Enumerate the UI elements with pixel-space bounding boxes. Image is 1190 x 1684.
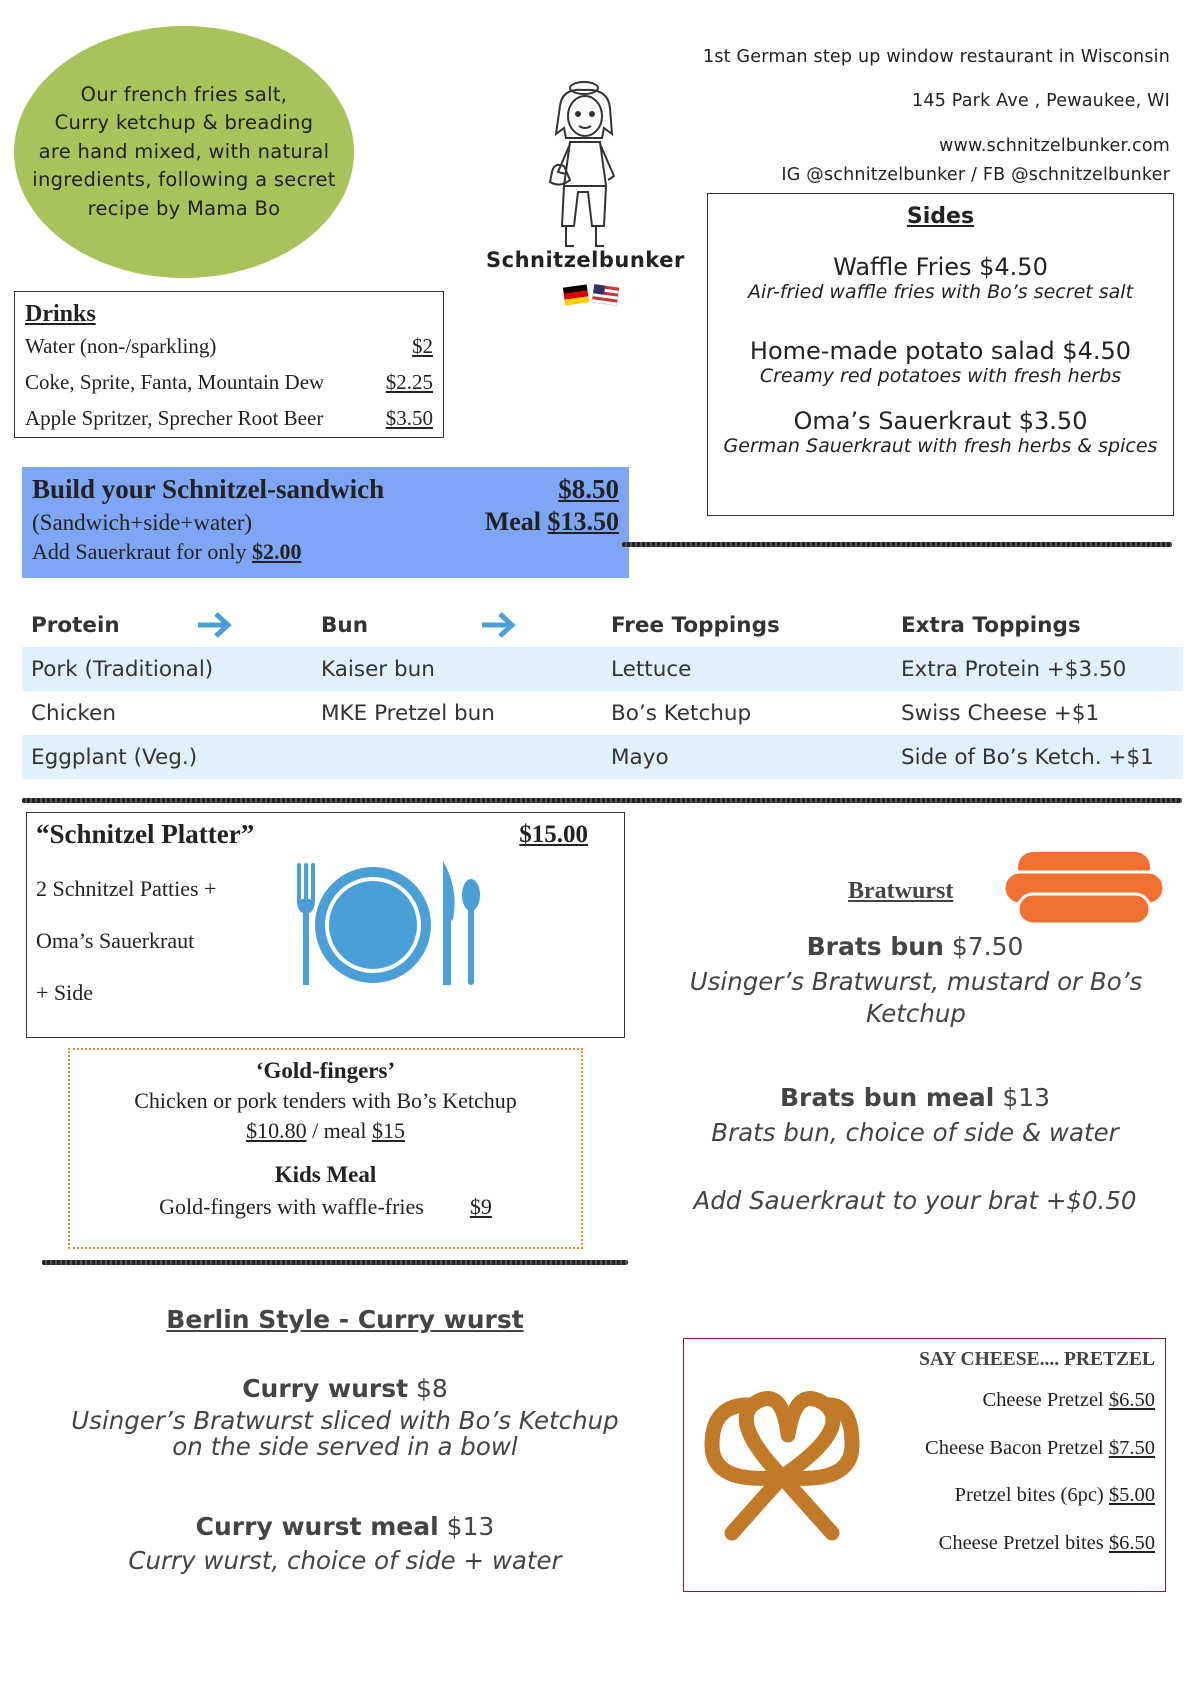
drink-name: Coke, Sprite, Fanta, Mountain Dew: [25, 370, 325, 394]
brats-meal-name: Brats bun meal: [779, 1083, 995, 1112]
brats-meal-price: $13: [1002, 1083, 1051, 1112]
drink-name: Water (non-/sparkling): [25, 334, 217, 358]
build-addon-price: $2.00: [251, 539, 302, 564]
build-meal-price: $13.50: [547, 507, 619, 536]
build-title: Build your Schnitzel-sandwich: [32, 474, 385, 504]
gold-price: $10.80: [246, 1118, 307, 1143]
side-name: Oma’s Sauerkraut $3.50: [793, 407, 1088, 435]
hotdog-icon: [1004, 850, 1164, 926]
curry-meal-name: Curry wurst meal: [195, 1512, 439, 1541]
arrow-right-icon: [480, 610, 522, 640]
side-name: Home-made potato salad $4.50: [749, 337, 1132, 365]
intro-line: Curry ketchup & breading: [54, 111, 314, 135]
table-row: [22, 691, 1183, 735]
gold-fingers-box: [68, 1048, 583, 1249]
side-desc: Air-fried waffle fries with Bo’s secret salt: [747, 281, 1134, 303]
build-meal-note: (Sandwich+side+water): [32, 510, 253, 535]
brats-bun-name: Brats bun: [806, 932, 944, 961]
platter-title: “Schnitzel Platter”: [36, 819, 255, 849]
drink-item: [25, 364, 433, 400]
kids-desc: Gold-fingers with waffle-fries: [159, 1194, 424, 1219]
drink-price: $2: [412, 334, 433, 358]
curry-meal-desc: Curry wurst, choice of side + water: [128, 1546, 562, 1575]
table-cell: MKE Pretzel bun: [321, 700, 495, 726]
social-handles: IG @schnitzelbunker / FB @schnitzelbunker: [781, 165, 1170, 185]
gold-sep: / meal: [306, 1118, 372, 1143]
plate-cutlery-icon: [295, 859, 485, 989]
gold-title: ‘Gold-fingers’: [255, 1058, 396, 1083]
curry-name: Curry wurst: [242, 1374, 409, 1403]
brats-addon: Add Sauerkraut to your brat +$0.50: [693, 1186, 1137, 1215]
pretzel-item-name: Cheese Pretzel: [982, 1389, 1104, 1411]
table-cell: Kaiser bun: [321, 656, 435, 682]
drink-item: [25, 328, 433, 364]
side-name: Waffle Fries $4.50: [833, 253, 1048, 281]
sides-title: Sides: [906, 204, 975, 229]
pretzel-item-name: Cheese Pretzel bites: [938, 1531, 1104, 1554]
gold-meal-price: $15: [371, 1118, 405, 1143]
gold-desc: Chicken or pork tenders with Bo’s Ketchup: [134, 1088, 517, 1113]
brats-bun-price: $7.50: [951, 932, 1024, 961]
platter-price: $15.00: [519, 821, 588, 848]
table-cell: Eggplant (Veg.): [31, 744, 198, 770]
table-cell: Side of Bo’s Ketch. +$1: [901, 744, 1154, 770]
table-row: [22, 647, 1183, 691]
bratwurst-title: Bratwurst: [848, 878, 954, 904]
platter-line: Oma’s Sauerkraut: [36, 928, 195, 953]
col-free-toppings: Free Toppings: [611, 612, 780, 638]
drink-item: [25, 400, 433, 436]
table-cell: Mayo: [611, 744, 669, 770]
pretzel-box: [683, 1338, 1166, 1592]
drink-price: $3.50: [385, 406, 433, 430]
pretzel-title: SAY CHEESE.... PRETZEL: [919, 1349, 1155, 1370]
platter-line: 2 Schnitzel Patties +: [36, 876, 217, 901]
pretzel-item-name: Cheese Bacon Pretzel: [925, 1436, 1104, 1459]
build-sandwich-box: [22, 467, 629, 578]
address: 145 Park Ave , Pewaukee, WI: [912, 91, 1170, 111]
mascot-logo: [530, 76, 640, 254]
pretzel-item-price: $6.50: [1108, 1531, 1155, 1554]
table-cell: Lettuce: [611, 656, 692, 682]
drink-price: $2.25: [385, 370, 433, 394]
pretzel-item-price: $7.50: [1108, 1436, 1155, 1459]
pretzel-item-name: Pretzel bites (6pc): [954, 1484, 1104, 1506]
intro-bubble: [14, 26, 354, 278]
table-row: [22, 735, 1183, 779]
platter-line: + Side: [36, 980, 94, 1005]
drink-name: Apple Spritzer, Sprecher Root Beer: [25, 406, 324, 430]
brats-meal-desc: Brats bun, choice of side & water: [711, 1118, 1119, 1147]
intro-line: Our french fries salt,: [80, 82, 288, 106]
intro-line: ingredients, following a secret: [32, 168, 336, 192]
build-meal-label: Meal: [484, 507, 541, 536]
pretzel-icon: [692, 1385, 872, 1545]
curry-desc-line: on the side served in a bowl: [172, 1432, 518, 1461]
kids-title: Kids Meal: [274, 1162, 377, 1187]
side-desc: Creamy red potatoes with fresh herbs: [759, 365, 1122, 387]
brand-name: Schnitzelbunker: [486, 248, 685, 272]
drinks-box: [14, 291, 444, 438]
pretzel-item-price: $5.00: [1108, 1484, 1155, 1506]
col-bun: Bun: [321, 612, 368, 638]
build-addon: Add Sauerkraut for only: [32, 539, 247, 564]
table-cell: Swiss Cheese +$1: [901, 700, 1100, 726]
sides-box: [707, 193, 1174, 516]
pretzel-item-price: $6.50: [1108, 1389, 1155, 1411]
col-extra-toppings: Extra Toppings: [901, 612, 1081, 638]
table-cell: Pork (Traditional): [31, 656, 214, 682]
table-cell: Extra Protein +$3.50: [901, 656, 1127, 682]
intro-line: recipe by Mama Bo: [87, 196, 281, 220]
curry-title: Berlin Style - Curry wurst: [166, 1305, 524, 1334]
table-cell: Chicken: [31, 700, 116, 726]
arrow-right-icon: [196, 610, 238, 640]
curry-meal-price: $13: [446, 1512, 495, 1541]
build-price: $8.50: [558, 474, 619, 504]
side-desc: German Sauerkraut with fresh herbs & spices: [723, 435, 1158, 457]
website-link[interactable]: www.schnitzelbunker.com: [938, 136, 1170, 156]
divider: [622, 542, 1172, 547]
platter-box: [26, 812, 625, 1038]
divider: [42, 1260, 628, 1265]
tagline: 1st German step up window restaurant in Wisconsin: [703, 47, 1170, 67]
flags-icon: [562, 280, 620, 310]
col-protein: Protein: [31, 612, 120, 638]
curry-desc-line: Usinger’s Bratwurst sliced with Bo’s Ketchup: [71, 1406, 619, 1435]
brats-bun-desc: Usinger’s Bratwurst, mustard or Bo’s Ketchup: [689, 967, 1143, 1028]
intro-line: are hand mixed, with natural: [38, 139, 330, 163]
curry-price: $8: [416, 1374, 448, 1403]
drinks-title: Drinks: [25, 301, 96, 327]
kids-price: $9: [469, 1194, 492, 1219]
table-cell: Bo’s Ketchup: [611, 700, 752, 726]
divider: [22, 798, 1182, 803]
